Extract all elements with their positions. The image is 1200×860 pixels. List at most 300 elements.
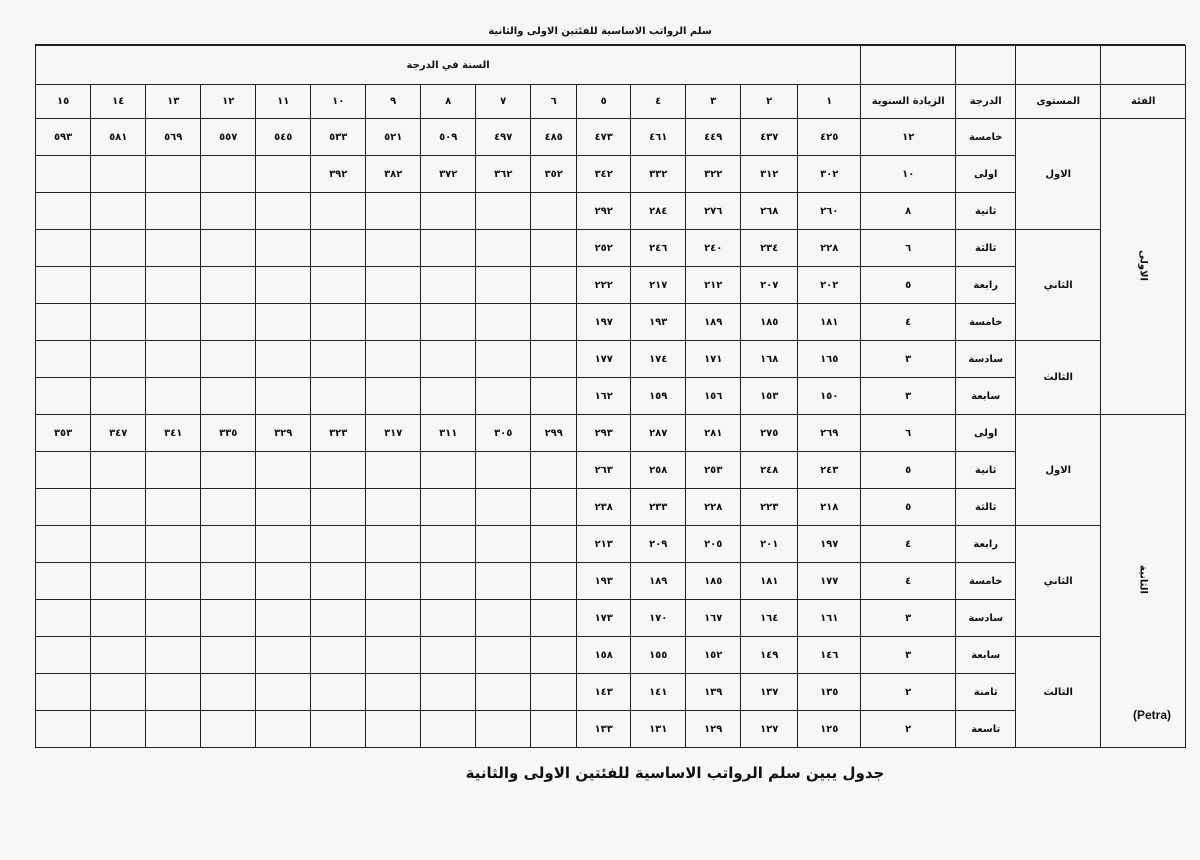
- table-row: [36, 341, 1186, 378]
- salary-cell: [91, 230, 146, 267]
- salary-cell: ٣١١: [421, 415, 476, 452]
- salary-cell: ٥٠٩: [421, 119, 476, 156]
- salary-cell: [146, 600, 201, 637]
- salary-cell: [476, 600, 531, 637]
- grade-cell: تاسعة: [956, 711, 1016, 748]
- salary-cell: [36, 452, 91, 489]
- salary-cell: [476, 304, 531, 341]
- salary-cell: [311, 600, 366, 637]
- salary-cell: [91, 267, 146, 304]
- salary-cell: [421, 230, 476, 267]
- header-year-5: ٥: [577, 85, 631, 119]
- table-row: [36, 711, 1186, 748]
- salary-cell: [421, 711, 476, 748]
- salary-cell: [311, 341, 366, 378]
- salary-cell: ١٣٧: [741, 674, 798, 711]
- salary-cell: [311, 193, 366, 230]
- increment-cell: ٣: [861, 600, 956, 637]
- salary-cell: [146, 156, 201, 193]
- salary-cell: [366, 267, 421, 304]
- salary-cell: ١٤٦: [798, 637, 861, 674]
- salary-cell: [311, 563, 366, 600]
- salary-cell: ٢٤٦: [631, 230, 686, 267]
- salary-cell: ٣٢٩: [256, 415, 311, 452]
- salary-cell: [531, 230, 577, 267]
- salary-cell: [476, 637, 531, 674]
- salary-cell: ٢٨٤: [631, 193, 686, 230]
- salary-cell: [36, 341, 91, 378]
- salary-cell: [366, 637, 421, 674]
- salary-cell: [421, 563, 476, 600]
- salary-cell: [311, 230, 366, 267]
- header-blank: [1101, 46, 1186, 85]
- header-year-4: ٤: [631, 85, 686, 119]
- salary-cell: ٣٨٢: [366, 156, 421, 193]
- salary-cell: ٢٠١: [741, 526, 798, 563]
- salary-cell: ٣٥٣: [36, 415, 91, 452]
- salary-cell: ٥٢١: [366, 119, 421, 156]
- grade-cell: اولى: [956, 415, 1016, 452]
- salary-cell: ١٦١: [798, 600, 861, 637]
- table-row: [36, 489, 1186, 526]
- header-year-15: ١٥: [36, 85, 91, 119]
- header-grade: الدرجة: [956, 85, 1016, 119]
- salary-cell: [201, 711, 256, 748]
- salary-cell: ٣٤٢: [577, 156, 631, 193]
- salary-cell: [366, 489, 421, 526]
- salary-cell: ٤٤٩: [686, 119, 741, 156]
- table-row: [36, 415, 1186, 452]
- header-year-8: ٨: [421, 85, 476, 119]
- salary-cell: [36, 526, 91, 563]
- salary-cell: ٤٣٧: [741, 119, 798, 156]
- grade-cell: سادسة: [956, 341, 1016, 378]
- salary-cell: ٢٤٣: [798, 452, 861, 489]
- increment-cell: ٤: [861, 526, 956, 563]
- salary-cell: [201, 230, 256, 267]
- table-row: [36, 230, 1186, 267]
- salary-cell: ٤٢٥: [798, 119, 861, 156]
- salary-cell: [366, 600, 421, 637]
- salary-cell: [91, 711, 146, 748]
- salary-cell: ٣٧٢: [421, 156, 476, 193]
- salary-cell: ٣٤١: [146, 415, 201, 452]
- salary-cell: [201, 156, 256, 193]
- category-label: الاولى: [1137, 249, 1149, 281]
- salary-cell: ٢٦٠: [798, 193, 861, 230]
- salary-cell: ١٦٤: [741, 600, 798, 637]
- grade-cell: سادسة: [956, 600, 1016, 637]
- salary-cell: [421, 637, 476, 674]
- level-cell: الاول: [1016, 415, 1101, 526]
- salary-cell: ٢٠٥: [686, 526, 741, 563]
- salary-cell: [201, 452, 256, 489]
- table-row: [36, 674, 1186, 711]
- salary-cell: ٢٨٧: [631, 415, 686, 452]
- salary-cell: [531, 193, 577, 230]
- salary-cell: [256, 711, 311, 748]
- salary-cell: [146, 563, 201, 600]
- salary-cell: [421, 304, 476, 341]
- salary-cell: [476, 526, 531, 563]
- salary-cell: ١٦٢: [577, 378, 631, 415]
- salary-cell: [256, 452, 311, 489]
- increment-cell: ٢: [861, 711, 956, 748]
- salary-cell: ١٨١: [798, 304, 861, 341]
- salary-cell: ١٨٩: [686, 304, 741, 341]
- salary-cell: ٤٩٧: [476, 119, 531, 156]
- salary-cell: [36, 637, 91, 674]
- salary-cell: [201, 267, 256, 304]
- salary-cell: [531, 452, 577, 489]
- salary-cell: ٣١٢: [741, 156, 798, 193]
- table-row: [36, 563, 1186, 600]
- salary-cell: [256, 230, 311, 267]
- salary-cell: [201, 341, 256, 378]
- salary-cell: [146, 674, 201, 711]
- table-row: [36, 637, 1186, 674]
- source-label: (Petra): [1133, 708, 1172, 722]
- grade-cell: خامسة: [956, 119, 1016, 156]
- increment-cell: ٣: [861, 378, 956, 415]
- salary-cell: ١٩٣: [577, 563, 631, 600]
- increment-cell: ٣: [861, 341, 956, 378]
- table-title: سلم الرواتب الاساسية للفئتين الاولى والثانية: [488, 26, 712, 37]
- header-year-7: ٧: [476, 85, 531, 119]
- salary-cell: [476, 267, 531, 304]
- salary-cell: [366, 452, 421, 489]
- level-cell: الثالث: [1016, 637, 1101, 748]
- salary-cell: [311, 674, 366, 711]
- level-cell: الثاني: [1016, 230, 1101, 341]
- salary-cell: [476, 193, 531, 230]
- salary-cell: [36, 230, 91, 267]
- salary-cell: [91, 378, 146, 415]
- increment-cell: ٦: [861, 415, 956, 452]
- salary-cell: [201, 563, 256, 600]
- salary-cell: ١٨١: [741, 563, 798, 600]
- salary-cell: [146, 267, 201, 304]
- salary-cell: ١٩٧: [798, 526, 861, 563]
- salary-cell: [366, 341, 421, 378]
- salary-cell: [366, 304, 421, 341]
- salary-cell: ١٧٧: [577, 341, 631, 378]
- salary-cell: [91, 341, 146, 378]
- salary-cell: [311, 637, 366, 674]
- table-row: [36, 452, 1186, 489]
- salary-cell: ٣٠٢: [798, 156, 861, 193]
- salary-scale-table: [35, 45, 1186, 748]
- header-blank: [861, 46, 956, 85]
- caption: جدول يبين سلم الرواتب الاساسية للفئتين الاولى والثانية: [465, 764, 885, 782]
- salary-cell: ١٩٧: [577, 304, 631, 341]
- category-label: الثانية: [1137, 565, 1149, 594]
- increment-cell: ٢: [861, 674, 956, 711]
- salary-cell: [146, 230, 201, 267]
- salary-cell: [476, 489, 531, 526]
- salary-cell: [91, 489, 146, 526]
- salary-cell: ١٣١: [631, 711, 686, 748]
- salary-cell: [256, 304, 311, 341]
- salary-cell: ٢٠٧: [741, 267, 798, 304]
- header-year-6: ٦: [531, 85, 577, 119]
- salary-cell: ١٢٩: [686, 711, 741, 748]
- salary-cell: ٣١٧: [366, 415, 421, 452]
- salary-cell: [256, 341, 311, 378]
- salary-cell: [201, 637, 256, 674]
- category-cell: [1101, 415, 1186, 748]
- increment-cell: ٤: [861, 563, 956, 600]
- salary-cell: [201, 489, 256, 526]
- salary-cell: ١٦٥: [798, 341, 861, 378]
- salary-cell: [366, 563, 421, 600]
- salary-cell: ٢٤٨: [741, 452, 798, 489]
- salary-cell: [36, 378, 91, 415]
- salary-cell: ٢٤٠: [686, 230, 741, 267]
- salary-cell: [256, 674, 311, 711]
- header-year-10: ١٠: [311, 85, 366, 119]
- salary-cell: ٣٥٢: [531, 156, 577, 193]
- salary-cell: ٢٥٢: [577, 230, 631, 267]
- salary-cell: ٢٧٦: [686, 193, 741, 230]
- salary-cell: ٢٦٨: [741, 193, 798, 230]
- header-row-top: [36, 46, 1186, 85]
- salary-cell: [366, 378, 421, 415]
- salary-cell: ١٤١: [631, 674, 686, 711]
- header-year-1: ١: [798, 85, 861, 119]
- salary-cell: ٣٤٧: [91, 415, 146, 452]
- salary-cell: [476, 711, 531, 748]
- salary-cell: [201, 600, 256, 637]
- salary-cell: [36, 193, 91, 230]
- salary-cell: ٢٢٨: [798, 230, 861, 267]
- salary-cell: ١٧٣: [577, 600, 631, 637]
- salary-cell: [91, 452, 146, 489]
- increment-cell: ٦: [861, 230, 956, 267]
- salary-cell: ٤٦١: [631, 119, 686, 156]
- salary-cell: ٢٣٤: [741, 230, 798, 267]
- salary-cell: [256, 637, 311, 674]
- table-row: [36, 193, 1186, 230]
- salary-cell: ٥٥٧: [201, 119, 256, 156]
- salary-cell: [366, 193, 421, 230]
- salary-cell: [476, 341, 531, 378]
- salary-cell: ٤٨٥: [531, 119, 577, 156]
- salary-cell: ٢٣٨: [577, 489, 631, 526]
- salary-cell: [36, 600, 91, 637]
- salary-cell: [366, 526, 421, 563]
- salary-cell: ١٥٠: [798, 378, 861, 415]
- header-year-3: ٣: [686, 85, 741, 119]
- salary-cell: [146, 711, 201, 748]
- table-row: [36, 304, 1186, 341]
- salary-cell: [366, 674, 421, 711]
- salary-cell: ٢٩٢: [577, 193, 631, 230]
- increment-cell: ٨: [861, 193, 956, 230]
- salary-cell: [476, 378, 531, 415]
- salary-cell: ٢٢٢: [577, 267, 631, 304]
- salary-cell: ١٥٩: [631, 378, 686, 415]
- table-row: [36, 526, 1186, 563]
- salary-cell: ٥٣٣: [311, 119, 366, 156]
- increment-cell: ٥: [861, 452, 956, 489]
- salary-cell: ١٦٧: [686, 600, 741, 637]
- increment-cell: ٣: [861, 637, 956, 674]
- salary-cell: [421, 193, 476, 230]
- salary-cell: [531, 563, 577, 600]
- grade-cell: اولى: [956, 156, 1016, 193]
- salary-cell: [256, 378, 311, 415]
- salary-cell: ١٥٨: [577, 637, 631, 674]
- salary-cell: [311, 489, 366, 526]
- increment-cell: ١٠: [861, 156, 956, 193]
- salary-cell: [256, 267, 311, 304]
- grade-cell: سابعة: [956, 637, 1016, 674]
- salary-cell: ٢٠٩: [631, 526, 686, 563]
- salary-cell: [421, 674, 476, 711]
- header-blank: [956, 46, 1016, 85]
- salary-cell: ٢٠٢: [798, 267, 861, 304]
- salary-cell: [421, 489, 476, 526]
- salary-cell: [531, 526, 577, 563]
- salary-cell: [201, 193, 256, 230]
- level-cell: الاول: [1016, 119, 1101, 230]
- salary-cell: [146, 378, 201, 415]
- header-years-in-grade: السنة في الدرجة: [36, 46, 861, 85]
- increment-cell: ٤: [861, 304, 956, 341]
- salary-cell: ٣٣٥: [201, 415, 256, 452]
- table-row: [36, 119, 1186, 156]
- salary-cell: [476, 230, 531, 267]
- salary-cell: [531, 600, 577, 637]
- salary-cell: ١٢٧: [741, 711, 798, 748]
- grade-cell: ثانية: [956, 193, 1016, 230]
- table-row: [36, 156, 1186, 193]
- salary-cell: ١٣٣: [577, 711, 631, 748]
- salary-cell: [311, 526, 366, 563]
- salary-cell: ٢١٣: [577, 526, 631, 563]
- salary-cell: ٢٨١: [686, 415, 741, 452]
- header-row: [36, 85, 1186, 119]
- salary-cell: ١٥٣: [741, 378, 798, 415]
- salary-cell: [146, 193, 201, 230]
- salary-cell: [256, 563, 311, 600]
- salary-cell: ١٨٥: [686, 563, 741, 600]
- salary-cell: [91, 193, 146, 230]
- salary-cell: ٢٦٣: [577, 452, 631, 489]
- salary-cell: ٢٧٥: [741, 415, 798, 452]
- salary-cell: [531, 637, 577, 674]
- header-year-11: ١١: [256, 85, 311, 119]
- salary-cell: [531, 267, 577, 304]
- grade-cell: خامسة: [956, 563, 1016, 600]
- salary-cell: [421, 600, 476, 637]
- salary-cell: [311, 711, 366, 748]
- salary-cell: ٣٢٣: [311, 415, 366, 452]
- salary-cell: ١٥٢: [686, 637, 741, 674]
- table-row: [36, 267, 1186, 304]
- salary-cell: ١٨٩: [631, 563, 686, 600]
- salary-cell: [366, 230, 421, 267]
- salary-cell: ٢١٢: [686, 267, 741, 304]
- salary-cell: [311, 452, 366, 489]
- level-cell: الثالث: [1016, 341, 1101, 415]
- salary-cell: ٣٣٢: [631, 156, 686, 193]
- salary-cell: [36, 489, 91, 526]
- salary-cell: [311, 304, 366, 341]
- salary-cell: [531, 378, 577, 415]
- increment-cell: ٥: [861, 489, 956, 526]
- salary-cell: ٢٩٣: [577, 415, 631, 452]
- salary-cell: [476, 452, 531, 489]
- header-year-9: ٩: [366, 85, 421, 119]
- salary-cell: ١٦٨: [741, 341, 798, 378]
- salary-cell: [476, 563, 531, 600]
- salary-cell: [531, 711, 577, 748]
- salary-cell: ٢٩٩: [531, 415, 577, 452]
- salary-cell: [311, 378, 366, 415]
- salary-cell: ١٥٥: [631, 637, 686, 674]
- salary-cell: [91, 674, 146, 711]
- salary-cell: [91, 526, 146, 563]
- salary-cell: ٢٢٣: [741, 489, 798, 526]
- salary-cell: ٢٦٩: [798, 415, 861, 452]
- salary-cell: ١٤٣: [577, 674, 631, 711]
- header-year-13: ١٣: [146, 85, 201, 119]
- salary-cell: ٣٢٢: [686, 156, 741, 193]
- salary-cell: [421, 378, 476, 415]
- salary-cell: [91, 600, 146, 637]
- header-blank: [1016, 46, 1101, 85]
- salary-cell: [91, 304, 146, 341]
- header-level: المستوى: [1016, 85, 1101, 119]
- table-row: [36, 378, 1186, 415]
- salary-cell: [146, 489, 201, 526]
- salary-cell: [146, 526, 201, 563]
- table-row: [36, 600, 1186, 637]
- salary-cell: [366, 711, 421, 748]
- salary-cell: [421, 452, 476, 489]
- grade-cell: سابعة: [956, 378, 1016, 415]
- salary-cell: [476, 674, 531, 711]
- salary-cell: ٣٠٥: [476, 415, 531, 452]
- salary-cell: ٢٥٣: [686, 452, 741, 489]
- salary-cell: ٥٩٣: [36, 119, 91, 156]
- salary-cell: [146, 341, 201, 378]
- salary-cell: [201, 526, 256, 563]
- salary-cell: ٥٦٩: [146, 119, 201, 156]
- salary-cell: ٢٣٣: [631, 489, 686, 526]
- salary-cell: [36, 304, 91, 341]
- salary-cell: [36, 711, 91, 748]
- salary-cell: [531, 489, 577, 526]
- salary-cell: [36, 563, 91, 600]
- salary-cell: ١٨٥: [741, 304, 798, 341]
- salary-cell: [531, 674, 577, 711]
- grade-cell: ثانية: [956, 452, 1016, 489]
- salary-cell: ٢١٨: [798, 489, 861, 526]
- salary-cell: ١٣٥: [798, 674, 861, 711]
- salary-cell: [36, 267, 91, 304]
- salary-cell: [256, 489, 311, 526]
- salary-cell: [36, 156, 91, 193]
- grade-cell: ثامنة: [956, 674, 1016, 711]
- grade-cell: رابعة: [956, 526, 1016, 563]
- salary-cell: [256, 193, 311, 230]
- grade-cell: ثالثة: [956, 230, 1016, 267]
- salary-cell: [91, 156, 146, 193]
- header-year-12: ١٢: [201, 85, 256, 119]
